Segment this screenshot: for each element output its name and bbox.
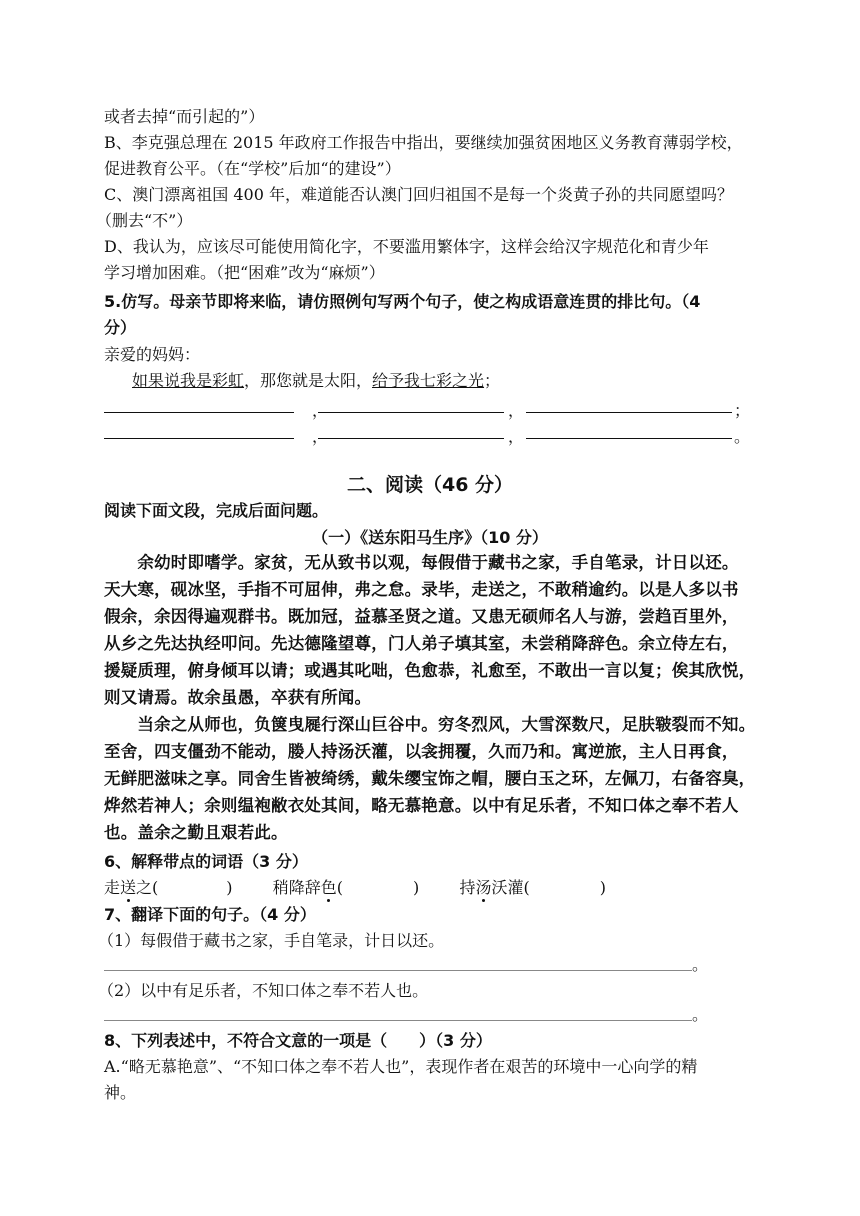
q6-item3-close: ) <box>599 878 606 897</box>
q5-example-sentence <box>104 370 500 392</box>
q6-item3-text: 沃灌( <box>491 878 530 897</box>
passage-title: （一）《送东阳马生序》（10 分） <box>312 528 548 547</box>
q5-blank-2a[interactable] <box>104 438 294 439</box>
q5-example-part-a: 如果说我是彩虹 <box>132 371 245 390</box>
q5-blank-2b[interactable] <box>318 438 504 439</box>
q5-prompt-line1: 5.仿写。母亲节即将来临，请仿照例句写两个句子，使之构成语意连贯的排比句。（4 <box>104 292 701 311</box>
q8-prompt: 8、下列表述中，不符合文意的一项是（ ）（3 分） <box>104 1031 492 1050</box>
q4-option-d-line2: 学习增加困难。（把“困难”改为“麻烦”） <box>104 263 385 282</box>
passage-line: 天大寒，砚冰坚，手指不可屈伸，弗之怠。录毕，走送之，不敢稍逾约。以是人多以书 <box>104 580 739 599</box>
q8-option-a-line2: 神。 <box>104 1083 137 1102</box>
passage-line: 则又请焉。故余虽愚，卒获有所闻。 <box>104 688 372 707</box>
q4-option-b-line1: B、李克强总理在 2015 年政府工作报告中指出，要继续加强贫困地区义务教育薄弱学校， <box>104 133 743 152</box>
q6-item1-close: ) <box>226 878 233 897</box>
q5-example-part-b: 给予我七彩之光 <box>372 371 485 390</box>
section-instruction: 阅读下面文段，完成后面问题。 <box>104 501 329 520</box>
passage-line: 也。盖余之勤且艰若此。 <box>104 823 288 842</box>
q7-sentence-1: （1）每假借于藏书之家，手自笔录，计日以还。 <box>98 931 445 950</box>
q6-item3-dotted-char: 汤 <box>475 878 492 897</box>
q7-line2-end: 。 <box>692 1005 709 1024</box>
comma: ， <box>312 427 329 446</box>
q6-items <box>104 877 606 899</box>
passage-line: 余幼时即嗜学。家贫，无从致书以观，每假借于藏书之家，手自笔录，计日以还。 <box>104 553 739 572</box>
q5-prompt-line2: 分） <box>104 318 137 337</box>
comma: ， <box>312 401 329 420</box>
q5-greeting: 亲爱的妈妈： <box>104 345 201 364</box>
q5-answer-row-1 <box>104 398 754 420</box>
q7-sentence-2: （2）以中有足乐者，不知口体之奉不若人也。 <box>98 981 429 1000</box>
q7-prompt: 7、翻译下面的句子。（4 分） <box>104 905 316 924</box>
q5-blank-1c[interactable] <box>526 412 732 413</box>
q4-option-c-line1: C、澳门漂离祖国 400 年，难道能否认澳门回归祖国不是每一个炎黄子孙的共同愿望吗？ <box>104 185 733 204</box>
comma: ， <box>508 401 525 420</box>
fullstop: 。 <box>734 427 751 446</box>
q5-blank-2c[interactable] <box>526 438 732 439</box>
q6-item3-text: 持 <box>459 878 476 897</box>
q6-prompt: 6、解释带点的词语（3 分） <box>104 852 308 871</box>
semicolon: ； <box>734 401 751 420</box>
passage-line: 至舍，四支僵劲不能动，媵人持汤沃灌，以衾拥覆，久而乃和。寓逆旅，主人日再食， <box>104 742 739 761</box>
q6-item2-dotted-char: 色 <box>320 878 337 897</box>
q4-option-b-line2: 促进教育公平。（在“学校”后加“的建设”） <box>104 159 401 178</box>
passage-line: 无鲜肥滋味之享。同舍生皆被绮绣，戴朱缨宝饰之帽，腰白玉之环，左佩刀，右备容臭， <box>104 769 756 788</box>
passage-line: 从乡之先达执经叩问。先达德隆望尊，门人弟子填其室，未尝稍降辞色。余立侍左右， <box>104 634 739 653</box>
q6-item2-text: 稍降辞 <box>272 878 321 897</box>
q8-option-a-line1: A.“略无慕艳意”、“不知口体之奉不若人也”，表现作者在艰苦的环境中一心向学的精 <box>104 1057 698 1076</box>
q5-blank-1a[interactable] <box>104 412 294 413</box>
q6-item2-text: ( <box>336 878 343 897</box>
q5-example-end: ； <box>484 371 501 390</box>
q7-answer-line-2[interactable] <box>104 1020 692 1021</box>
passage-line: 当余之从师也，负箧曳屣行深山巨谷中。穷冬烈风，大雪深数尺，足肤皲裂而不知。 <box>104 715 756 734</box>
q6-item2-close: ) <box>413 878 420 897</box>
section-title: 二、阅读（46 分） <box>346 474 514 496</box>
q5-blank-1b[interactable] <box>318 412 504 413</box>
q7-answer-line-1[interactable] <box>104 970 692 971</box>
q6-item1-text: 走 <box>104 878 121 897</box>
q5-example-middle: ，那您就是太阳， <box>244 371 373 390</box>
q4-text-line: 或者去掉“而引起的”） <box>104 107 265 126</box>
passage-line: 烨然若神人；余则缊袍敝衣处其间，略无慕艳意。以中有足乐者，不知口体之奉不若人 <box>104 796 739 815</box>
q4-option-d-line1: D、我认为，应该尽可能使用简化字，不要滥用繁体字，这样会给汉字规范化和青少年 <box>104 237 709 256</box>
q7-line1-end: 。 <box>692 955 709 974</box>
q6-item1-text: 之( <box>136 878 159 897</box>
q4-option-c-line2: （删去“不”） <box>96 211 193 230</box>
q5-answer-row-2 <box>104 424 754 446</box>
passage-line: 援疑质理，俯身倾耳以请；或遇其叱咄，色愈恭，礼愈至，不敢出一言以复；俟其欣悦， <box>104 661 756 680</box>
q6-item1-dotted-char: 送 <box>120 878 137 897</box>
passage-line: 假余，余因得遍观群书。既加冠，益慕圣贤之道。又患无硕师名人与游，尝趋百里外， <box>104 607 739 626</box>
comma: ， <box>508 427 525 446</box>
